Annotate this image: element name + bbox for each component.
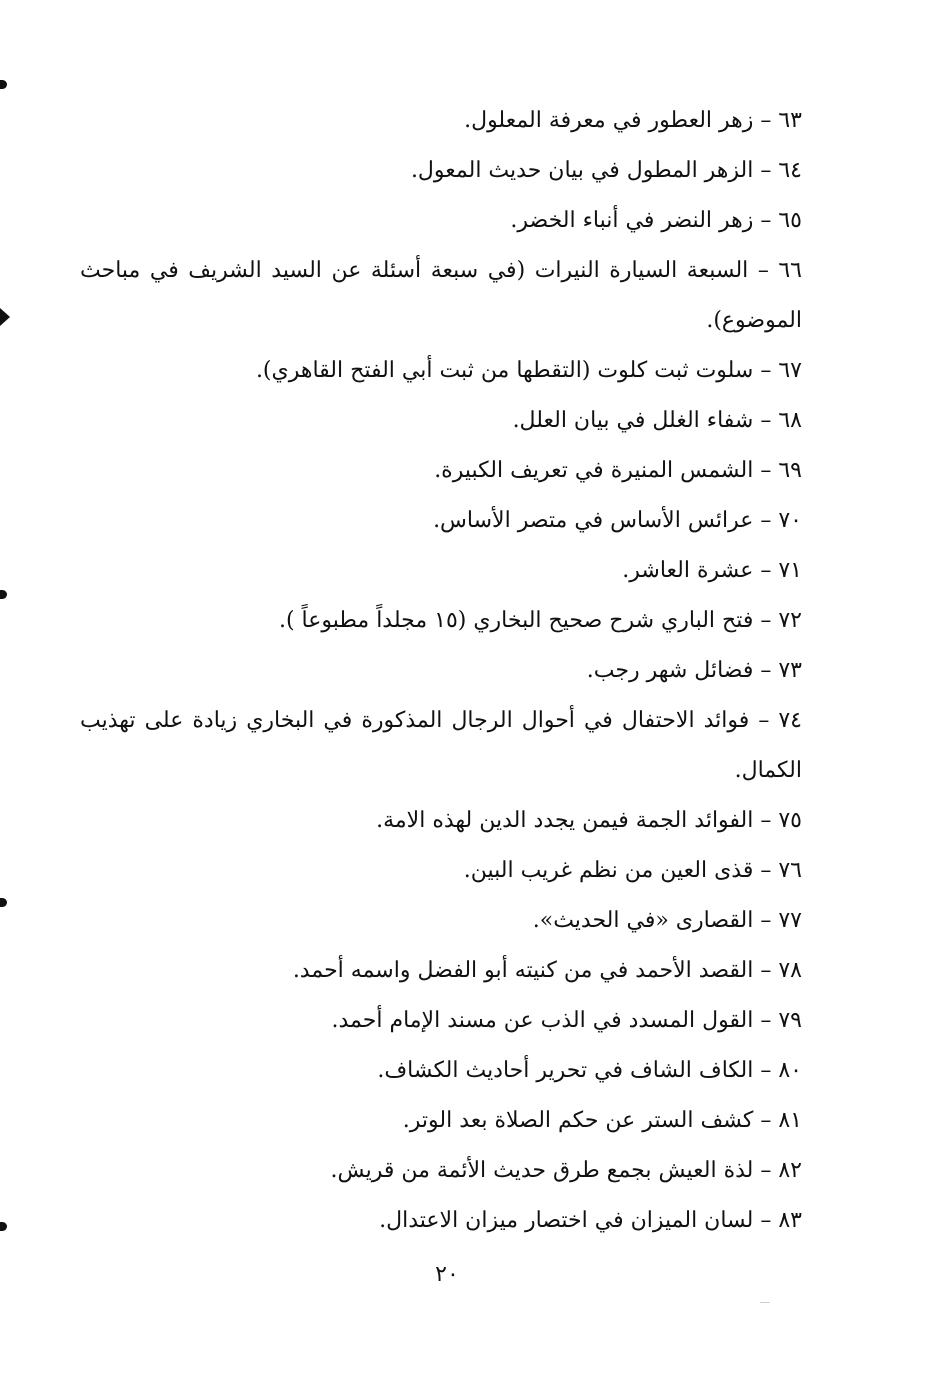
- list-item: ٧٧ – القصارى «في الحديث».: [532, 908, 802, 933]
- list-item: ٦٦ – السبعة السيارة النيرات (في سبعة أسئلة عن السيد الشريف في مباحث الموضوع).: [80, 258, 802, 333]
- book-list: [80, 96, 802, 1246]
- list-item: ٨٢ – لذة العيش بجمع طرق حديث الأئمة من قريش.: [330, 1158, 802, 1183]
- list-item: ٦٣ – زهر العطور في معرفة المعلول.: [464, 108, 802, 133]
- list-item: ٦٩ – الشمس المنيرة في تعريف الكبيرة.: [434, 458, 802, 483]
- list-item: ٧٢ – فتح الباري شرح صحيح البخاري (١٥ مجلداً مطبوعاً ).: [278, 608, 802, 633]
- list-item: ٧٠ – عرائس الأساس في متصر الأساس.: [433, 508, 802, 533]
- page-number: ٢٠: [435, 1262, 459, 1287]
- scan-edge-mark: [0, 308, 10, 326]
- scan-speck: [760, 1302, 770, 1303]
- list-item: ٨٠ – الكاف الشاف في تحرير أحاديث الكشاف.: [377, 1058, 802, 1083]
- list-item: ٧٩ – القول المسدد في الذب عن مسند الإمام أحمد.: [331, 1008, 802, 1033]
- list-item: ٧٦ – قذى العين من نظم غريب البين.: [463, 858, 802, 883]
- scan-edge-mark: [0, 898, 7, 907]
- scan-edge-mark: [0, 1222, 7, 1231]
- scan-edge-mark: [0, 80, 7, 89]
- list-item: ٧٨ – القصد الأحمد في من كنيته أبو الفضل واسمه أحمد.: [292, 958, 802, 983]
- list-item: ٧٥ – الفوائد الجمة فيمن يجدد الدين لهذه الامة.: [376, 808, 802, 833]
- list-item: ٦٨ – شفاء الغلل في بيان العلل.: [512, 408, 802, 433]
- list-item: ٧١ – عشرة العاشر.: [622, 558, 802, 583]
- list-item: ٦٧ – سلوت ثبت كلوت (التقطها من ثبت أبي الفتح القاهري).: [255, 358, 802, 383]
- scan-edge-mark: [0, 590, 7, 599]
- list-item: ٦٤ – الزهر المطول في بيان حديث المعول.: [410, 158, 802, 183]
- list-item: ٧٤ – فوائد الاحتفال في أحوال الرجال المذكورة في البخاري زيادة على تهذيب الكمال.: [80, 708, 802, 783]
- list-item: ٧٣ – فضائل شهر رجب.: [586, 658, 802, 683]
- list-item: ٦٥ – زهر النضر في أنباء الخضر.: [510, 208, 802, 233]
- list-item: ٨١ – كشف الستر عن حكم الصلاة بعد الوتر.: [402, 1108, 802, 1133]
- list-item: ٨٣ – لسان الميزان في اختصار ميزان الاعتدال.: [379, 1208, 802, 1233]
